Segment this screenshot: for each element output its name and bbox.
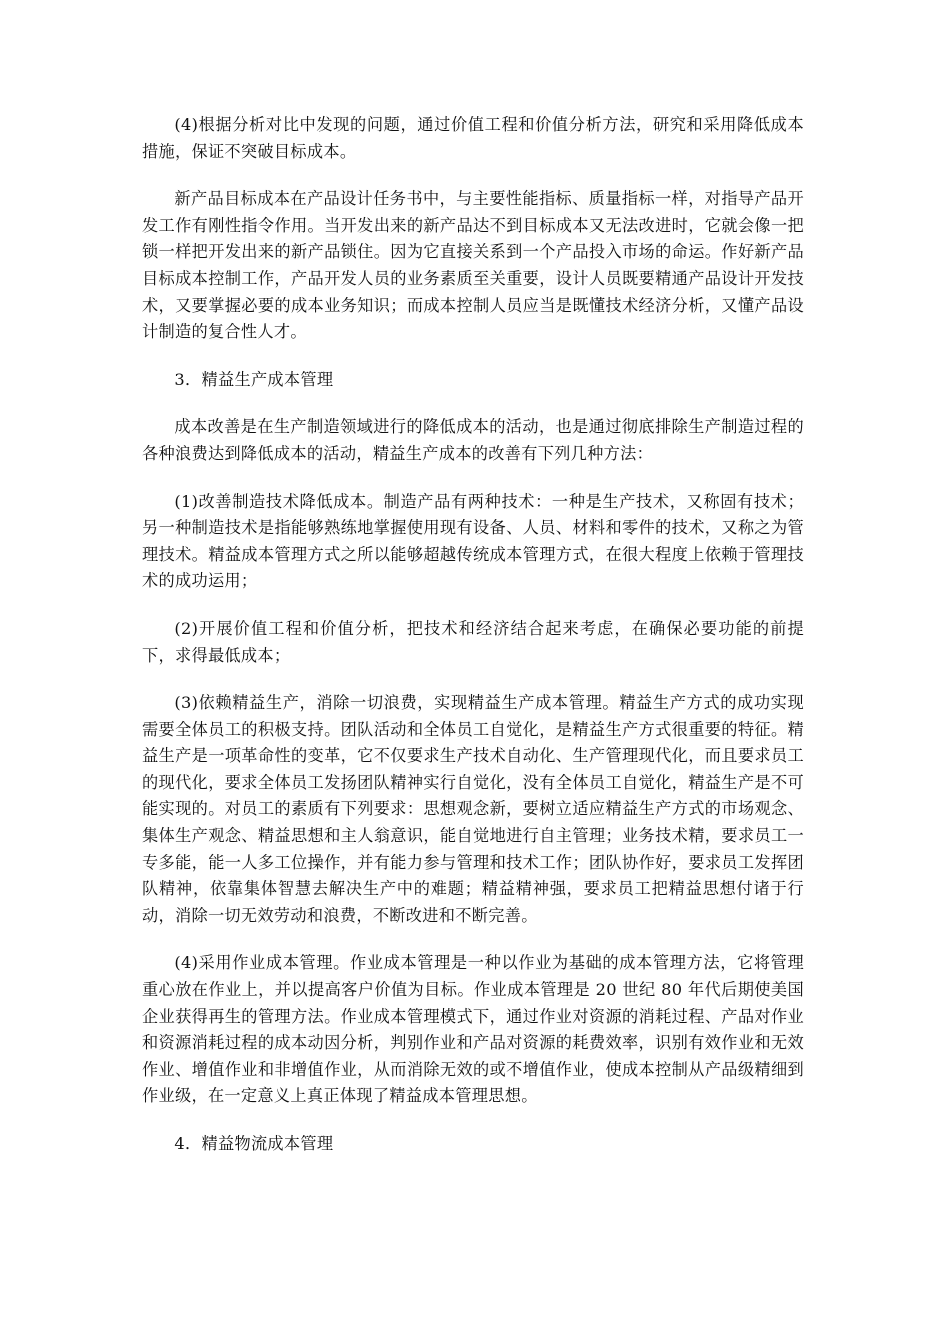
section-heading-lean-logistics: 4．精益物流成本管理 — [174, 1134, 334, 1153]
paragraph-method-3: (3)依赖精益生产，消除一切浪费，实现精益生产成本管理。精益生产方式的成功实现需要全体员工的积极支持。团队活动和全体员工自觉化，是精益生产方式很重要的特征。精益生产是一项革命性的变革，它不仅要求生产技术自动化、生产管理现代化，而且要求员工的现代化，要求全体员工发扬团队精神实行自觉化，没有全体员工自觉化，精益生产是不可能实现的。对员工的素质有下列要求：思想观念新，要树立适应精益生产方式的市场观念、集体生产观念、精益思想和主人翁意识，能自觉地进行自主管理；业务技术精，要求员工一专多能，能一人多工位操作，并有能力参与管理和技术工作；团队协作好，要求员工发挥团队精神，依靠集体智慧去解决生产中的难题；精益精神强，要求员工把精益思想付诸于行动，消除一切无效劳动和浪费，不断改进和不断完善。 — [142, 693, 804, 925]
paragraph-method-1: (1)改善制造技术降低成本。制造产品有两种技术：一种是生产技术，又称固有技术；另一种制造技术是指能够熟练地掌握使用现有设备、人员、材料和零件的技术，又称之为管理技术。精益成本管理方式之所以能够超越传统成本管理方式，在很大程度上依赖于管理技术的成功运用； — [142, 491, 804, 591]
paragraph-target-cost-step-4: (4)根据分析对比中发现的问题，通过价值工程和价值分析方法，研究和采用降低成本措施，保证不突破目标成本。 — [142, 115, 804, 161]
section-heading-lean-production: 3．精益生产成本管理 — [174, 369, 334, 389]
paragraph-new-product-target-cost: 新产品目标成本在产品设计任务书中，与主要性能指标、质量指标一样，对指导产品开发工作有刚性指令作用。当开发出来的新产品达不到目标成本又无法改进时，它就会像一把锁一样把开发出来的新产品锁住。因为它直接关系到一个产品投入市场的命运。作好新产品目标成本控制工作，产品开发人员的业务素质至关重要，设计人员既要精通产品设计开发技术，又要掌握必要的成本业务知识；而成本控制人员应当是既懂技术经济分析，又懂产品设计制造的复合性人才。 — [142, 189, 804, 342]
paragraph-cost-improvement-intro: 成本改善是在生产制造领域进行的降低成本的活动，也是通过彻底排除生产制造过程的各种浪费达到降低成本的活动，精益生产成本的改善有下列几种方法： — [142, 417, 804, 463]
paragraph-method-2: (2)开展价值工程和价值分析，把技术和经济结合起来考虑，在确保必要功能的前提下，求得最低成本； — [142, 618, 804, 665]
paragraph-method-4: (4)采用作业成本管理。作业成本管理是一种以作业为基础的成本管理方法，它将管理重心放在作业上，并以提高客户价值为目标。作业成本管理是 20 世纪 80 年代后期使美国企业获得再生的管理方法。作业成本管理模式下，通过作业对资源的消耗过程、产品对作业和资源消耗过程的成本动因分析，判别作业和产品对资源的耗费效率，识别有效作业和无效作业、增值作业和非增值作业，从而消除无效的或不增值作业，使成本控制从产品级精细到作业级，在一定意义上真正体现了精益成本管理思想。 — [142, 953, 804, 1106]
document-body — [142, 112, 804, 1179]
